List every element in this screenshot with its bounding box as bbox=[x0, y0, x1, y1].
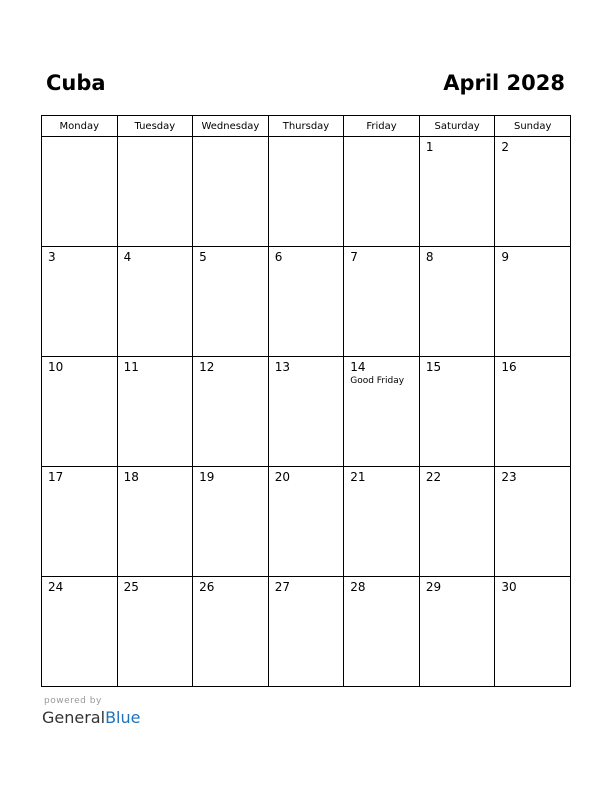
weekday-saturday: Saturday bbox=[419, 116, 495, 137]
day-number: 24 bbox=[48, 580, 64, 594]
day-number bbox=[42, 137, 117, 141]
brand-blue-text: Blue bbox=[105, 708, 141, 727]
day-number: 28 bbox=[350, 580, 366, 594]
day-number bbox=[118, 137, 193, 141]
day-cell[interactable] bbox=[268, 247, 344, 357]
day-cell[interactable] bbox=[193, 467, 269, 577]
day-cell[interactable] bbox=[193, 577, 269, 687]
powered-by-text: powered by bbox=[44, 696, 102, 706]
weekday-wednesday: Wednesday bbox=[193, 116, 269, 137]
week-row bbox=[42, 247, 571, 357]
day-number: 29 bbox=[425, 580, 442, 594]
week-row bbox=[42, 467, 571, 577]
day-number: 19 bbox=[199, 470, 215, 484]
day-cell[interactable] bbox=[268, 467, 344, 577]
calendar-grid bbox=[41, 115, 571, 687]
day-number: 15 bbox=[425, 360, 442, 374]
day-number: 2 bbox=[501, 140, 510, 154]
day-cell[interactable] bbox=[344, 247, 420, 357]
brand-general-text: General bbox=[42, 708, 106, 727]
day-number: 18 bbox=[123, 470, 139, 484]
week-row bbox=[42, 137, 571, 247]
day-cell[interactable] bbox=[117, 357, 193, 467]
day-cell[interactable] bbox=[42, 467, 118, 577]
day-number: 30 bbox=[501, 580, 517, 594]
brand-logo[interactable] bbox=[42, 708, 140, 727]
day-number bbox=[344, 137, 419, 141]
weekday-header-row bbox=[42, 116, 571, 137]
week-row bbox=[42, 577, 571, 687]
day-number: 10 bbox=[48, 360, 64, 374]
day-number: 9 bbox=[501, 250, 510, 264]
day-cell[interactable] bbox=[193, 357, 269, 467]
country-title: Cuba bbox=[46, 71, 106, 95]
day-cell[interactable] bbox=[117, 137, 193, 247]
day-number: 1 bbox=[425, 140, 434, 154]
day-number: 20 bbox=[274, 470, 290, 484]
weekday-tuesday: Tuesday bbox=[117, 116, 193, 137]
day-cell[interactable] bbox=[495, 467, 571, 577]
day-number: 6 bbox=[274, 250, 283, 264]
holiday-label: Good Friday bbox=[350, 376, 405, 386]
day-cell[interactable] bbox=[344, 467, 420, 577]
day-number: 5 bbox=[199, 250, 207, 264]
day-cell[interactable] bbox=[42, 577, 118, 687]
day-cell[interactable] bbox=[117, 247, 193, 357]
day-number: 13 bbox=[274, 360, 290, 374]
day-cell[interactable] bbox=[344, 357, 420, 467]
day-cell[interactable] bbox=[495, 357, 571, 467]
day-cell[interactable] bbox=[419, 137, 495, 247]
day-cell[interactable] bbox=[117, 577, 193, 687]
day-cell[interactable] bbox=[419, 357, 495, 467]
day-cell[interactable] bbox=[268, 137, 344, 247]
day-cell[interactable] bbox=[495, 247, 571, 357]
day-number: 8 bbox=[425, 250, 434, 264]
day-number bbox=[193, 137, 268, 141]
day-cell[interactable] bbox=[42, 357, 118, 467]
weekday-thursday: Thursday bbox=[268, 116, 344, 137]
day-cell[interactable] bbox=[268, 357, 344, 467]
day-cell[interactable] bbox=[344, 137, 420, 247]
day-number: 23 bbox=[501, 470, 517, 484]
day-number: 3 bbox=[48, 250, 56, 264]
day-number: 11 bbox=[123, 360, 139, 374]
day-number: 12 bbox=[199, 360, 215, 374]
month-year-title: April 2028 bbox=[443, 71, 565, 95]
day-cell[interactable] bbox=[495, 137, 571, 247]
weekday-sunday: Sunday bbox=[495, 116, 571, 137]
day-number: 27 bbox=[274, 580, 290, 594]
day-number: 22 bbox=[425, 470, 442, 484]
day-number: 17 bbox=[48, 470, 64, 484]
day-cell[interactable] bbox=[419, 467, 495, 577]
day-number: 25 bbox=[123, 580, 139, 594]
day-cell[interactable] bbox=[42, 247, 118, 357]
day-number: 26 bbox=[199, 580, 215, 594]
day-cell[interactable] bbox=[344, 577, 420, 687]
day-number: 4 bbox=[123, 250, 132, 264]
day-number: 7 bbox=[350, 250, 358, 264]
day-number: 16 bbox=[501, 360, 517, 374]
day-cell[interactable] bbox=[42, 137, 118, 247]
day-cell[interactable] bbox=[268, 577, 344, 687]
weekday-friday: Friday bbox=[344, 116, 420, 137]
day-cell[interactable] bbox=[419, 247, 495, 357]
day-cell[interactable] bbox=[117, 467, 193, 577]
day-cell[interactable] bbox=[193, 247, 269, 357]
day-cell[interactable] bbox=[419, 577, 495, 687]
day-number: 21 bbox=[350, 470, 366, 484]
day-number bbox=[269, 137, 344, 141]
day-cell[interactable] bbox=[495, 577, 571, 687]
weekday-monday: Monday bbox=[42, 116, 118, 137]
day-cell[interactable] bbox=[193, 137, 269, 247]
week-row bbox=[42, 357, 571, 467]
day-number: 14 bbox=[350, 360, 366, 374]
